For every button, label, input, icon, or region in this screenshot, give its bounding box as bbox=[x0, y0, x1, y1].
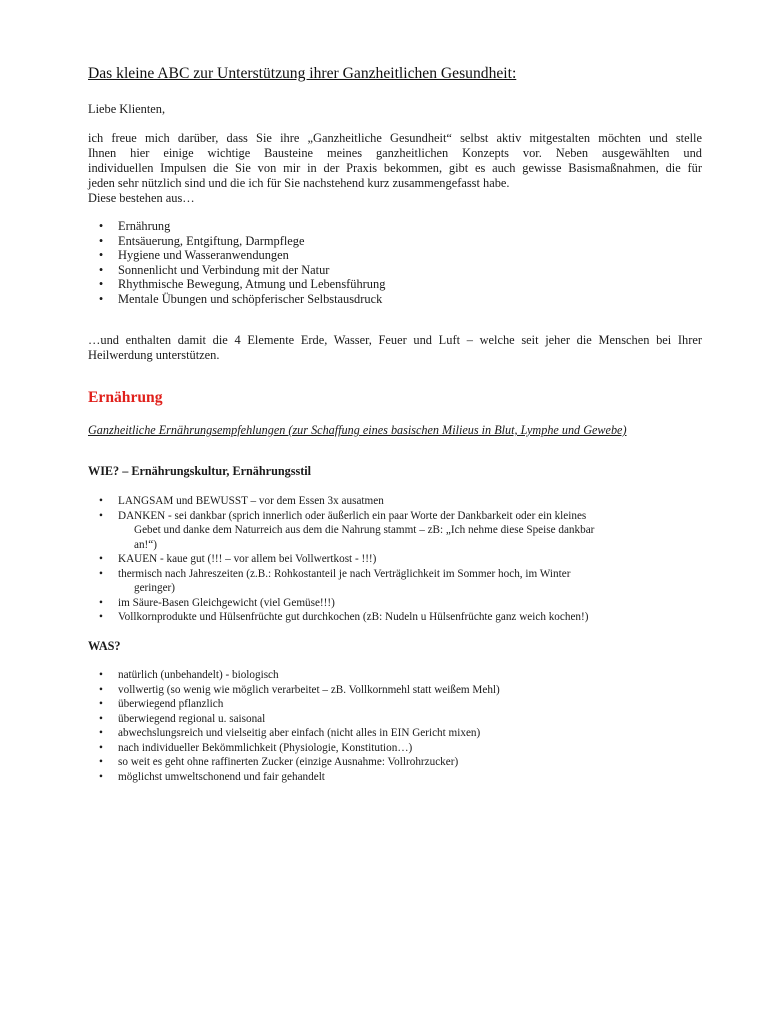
list-item: • Mentale Übungen und schöpferischer Selbstausdruck bbox=[88, 292, 385, 307]
bullet-icon bbox=[88, 292, 114, 307]
outro-paragraph bbox=[88, 333, 702, 363]
list-item: • Rhythmische Bewegung, Atmung und Lebensführung bbox=[88, 277, 385, 292]
list-item: • Ernährung bbox=[88, 219, 385, 234]
bullet-icon bbox=[88, 596, 114, 611]
was-heading: WAS? bbox=[88, 639, 121, 653]
bullet-icon bbox=[88, 697, 114, 712]
bullet-icon bbox=[88, 234, 114, 249]
document-title: Das kleine ABC zur Unterstützung ihrer Ganzheitlichen Gesundheit: bbox=[88, 65, 517, 82]
list-item: • abwechslungsreich und vielseitig aber einfach (nicht alles in EIN Gericht mixen) bbox=[88, 726, 500, 741]
bullet-icon bbox=[88, 277, 114, 292]
list-item: • natürlich (unbehandelt) - biologisch bbox=[88, 668, 500, 683]
bullet-icon bbox=[88, 552, 114, 567]
list-item: • im Säure-Basen Gleichgewicht (viel Gemüse!!!) bbox=[88, 596, 594, 611]
wie-list bbox=[88, 494, 594, 625]
list-item: • überwiegend regional u. saisonal bbox=[88, 712, 500, 727]
intro-paragraph bbox=[88, 131, 702, 206]
list-item-continuation: geringer) bbox=[134, 582, 175, 594]
list-item: • LANGSAM und BEWUSST – vor dem Essen 3x ausatmen bbox=[88, 494, 594, 509]
list-item: • Entsäuerung, Entgiftung, Darmpflege bbox=[88, 234, 385, 249]
bullet-icon bbox=[88, 668, 114, 683]
intro-line: jeden sehr nützlich sind und die ich für Sie nachstehend kurz zusammengefasst habe. bbox=[88, 176, 510, 190]
was-list bbox=[88, 668, 500, 784]
outro-line: …und enthalten damit die 4 Elemente Erde, Wasser, Feuer und Luft – welche seit jeher die Menschen bei Ihrer bbox=[88, 333, 702, 347]
list-item: • vollwertig (so wenig wie möglich verarbeitet – zB. Vollkornmehl statt weißem Mehl) bbox=[88, 683, 500, 698]
list-item: • möglichst umweltschonend und fair gehandelt bbox=[88, 770, 500, 785]
bullet-icon bbox=[88, 494, 114, 509]
intro-line: individuellen Impulsen die Sie von mir in der Praxis bekommen, gibt es auch gewisse Basismaßnahmen, die für bbox=[88, 161, 702, 175]
bullet-icon bbox=[88, 712, 114, 727]
list-item: • Sonnenlicht und Verbindung mit der Natur bbox=[88, 263, 385, 278]
list-item: • nach individueller Bekömmlichkeit (Physiologie, Konstitution…) bbox=[88, 741, 500, 756]
bullet-icon bbox=[88, 610, 114, 625]
bullet-icon bbox=[88, 770, 114, 785]
bullet-icon bbox=[88, 726, 114, 741]
building-blocks-list bbox=[88, 219, 385, 307]
list-item: • überwiegend pflanzlich bbox=[88, 697, 500, 712]
intro-line: Ihnen hier einige wichtige Bausteine meines ganzheitlichen Konzepts vor. Neben ausgewählten und bbox=[88, 146, 702, 160]
bullet-icon bbox=[88, 683, 114, 698]
section-heading-ernaehrung: Ernährung bbox=[88, 389, 163, 406]
section-subtitle: Ganzheitliche Ernährungsempfehlungen (zur Schaffung eines basischen Milieus in Blut, Lymphe und Gewebe) bbox=[88, 423, 627, 437]
intro-line: ich freue mich darüber, dass Sie ihre „Ganzheitliche Gesundheit“ selbst aktiv mitgestalten möchten und stelle bbox=[88, 131, 702, 145]
list-item: • thermisch nach Jahreszeiten (z.B.: Rohkostanteil je nach Verträglichkeit im Sommer hoch, im Winter bbox=[88, 567, 594, 582]
bullet-icon bbox=[88, 263, 114, 278]
list-item: • so weit es geht ohne raffinerten Zucker (einzige Ausnahme: Vollrohrzucker) bbox=[88, 755, 500, 770]
bullet-icon bbox=[88, 567, 114, 582]
greeting: Liebe Klienten, bbox=[88, 102, 166, 116]
bullet-icon bbox=[88, 741, 114, 756]
list-item: • DANKEN - sei dankbar (sprich innerlich oder äußerlich ein paar Worte der Dankbarkeit oder ein kleines bbox=[88, 509, 594, 524]
list-item: • Hygiene und Wasseranwendungen bbox=[88, 248, 385, 263]
bullet-icon bbox=[88, 755, 114, 770]
bullet-icon bbox=[88, 509, 114, 524]
list-item-continuation: an!“) bbox=[134, 538, 157, 551]
list-item: • Vollkornprodukte und Hülsenfrüchte gut durchkochen (zB: Nudeln u Hülsenfrüchte ganz weich kochen!) bbox=[88, 610, 594, 625]
wie-heading: WIE? – Ernährungskultur, Ernährungsstil bbox=[88, 464, 312, 478]
list-item: • KAUEN - kaue gut (!!! – vor allem bei Vollwertkost - !!!) bbox=[88, 552, 594, 567]
list-item-continuation: Gebet und danke dem Naturreich aus dem die Nahrung stammt – zB: „Ich nehme diese Speise dankbar bbox=[134, 524, 595, 536]
outro-line: Heilwerdung unterstützen. bbox=[88, 348, 220, 362]
bullet-icon bbox=[88, 219, 114, 234]
intro-line: Diese bestehen aus… bbox=[88, 191, 195, 205]
bullet-icon bbox=[88, 248, 114, 263]
